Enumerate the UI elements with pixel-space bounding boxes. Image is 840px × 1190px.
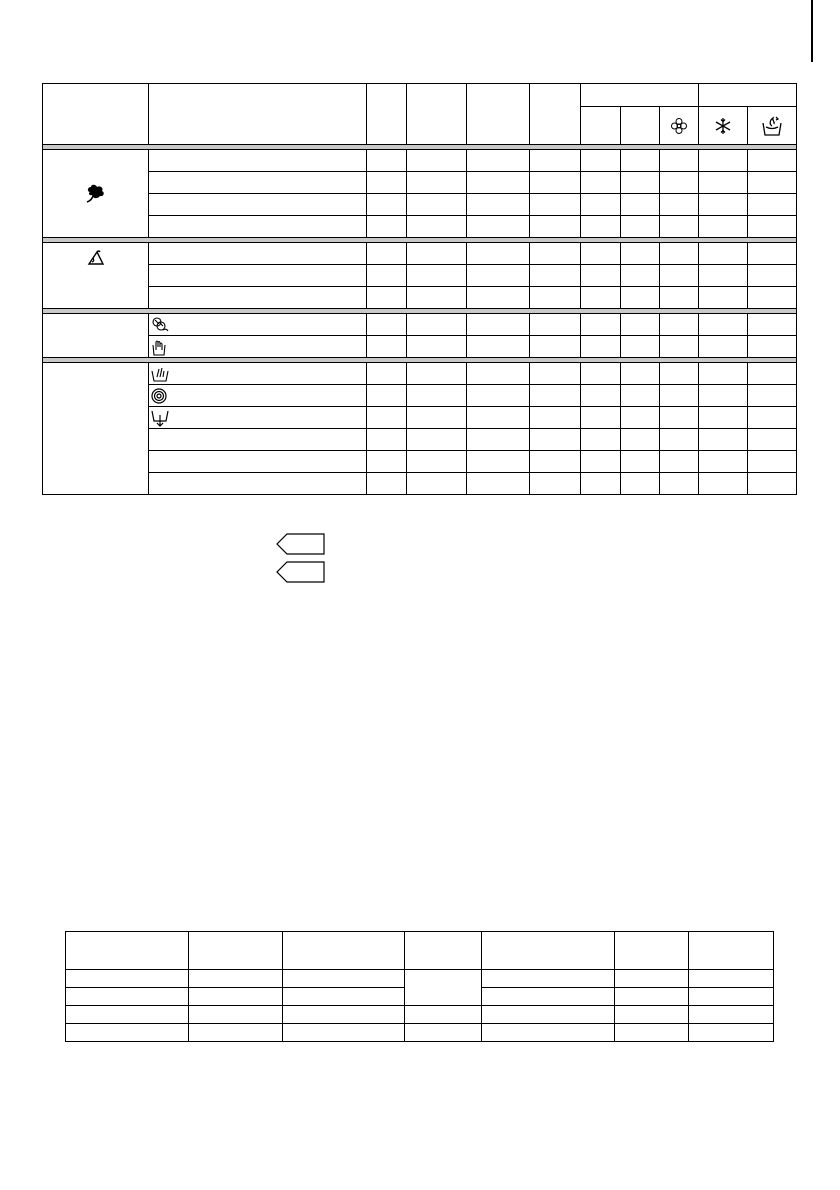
group-cell — [43, 314, 149, 358]
tag-outline-icon — [276, 533, 326, 555]
tag-icons — [276, 533, 326, 589]
table-row — [43, 216, 797, 238]
table-row — [43, 385, 797, 407]
header-cell — [581, 84, 699, 107]
header-cell — [43, 84, 149, 145]
consumption-table — [65, 931, 774, 1042]
table-row — [66, 1006, 774, 1024]
cotton-icon — [84, 183, 108, 205]
corner-mark — [811, 0, 813, 62]
table-row — [43, 473, 797, 495]
hand-wash-icon — [151, 338, 167, 356]
table-row — [43, 287, 797, 309]
table-row — [43, 172, 797, 194]
snowflake-icon — [699, 107, 748, 145]
table-row — [43, 451, 797, 473]
rinse-icon — [151, 366, 169, 382]
header-cell — [467, 84, 530, 145]
table-row — [43, 265, 797, 287]
header-row-1 — [43, 84, 797, 107]
tub-heat-icon — [748, 107, 797, 145]
program-table — [42, 83, 797, 495]
spin-icon — [151, 388, 167, 404]
table-row — [43, 150, 797, 172]
synthetic-icon — [86, 249, 106, 267]
group-cell — [43, 150, 149, 238]
table-row — [43, 407, 797, 429]
table-row — [43, 363, 797, 385]
table-row — [43, 336, 797, 358]
drain-icon — [151, 409, 169, 427]
group-cell — [43, 243, 149, 309]
header-cell — [530, 84, 581, 145]
table-row — [43, 194, 797, 216]
group-cell — [43, 363, 149, 495]
table-row — [43, 429, 797, 451]
table-row — [43, 243, 797, 265]
flower-icon — [660, 107, 699, 145]
header-cell — [621, 107, 660, 145]
header-cell — [699, 84, 797, 107]
table-row — [66, 970, 774, 988]
header-cell — [149, 84, 367, 145]
header-cell — [407, 84, 467, 145]
header-cell — [581, 107, 621, 145]
table-header-row — [66, 932, 774, 970]
wool-yarn-icon — [151, 317, 169, 333]
header-cell — [367, 84, 407, 145]
table-row — [66, 1024, 774, 1042]
tag-outline-icon — [276, 561, 326, 583]
table-row — [43, 314, 797, 336]
